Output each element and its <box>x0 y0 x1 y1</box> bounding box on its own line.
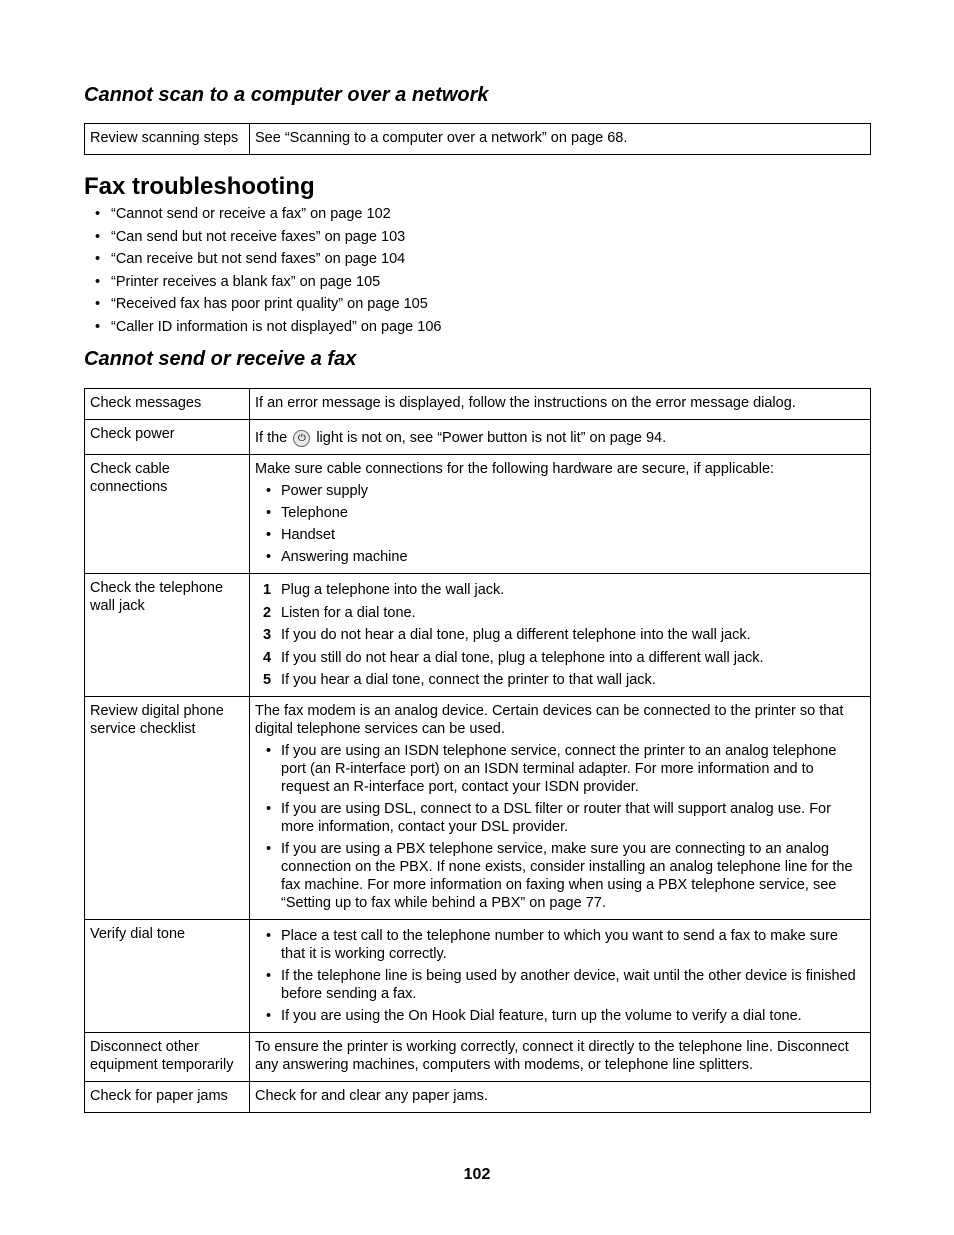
table-row <box>85 124 871 155</box>
step-text: Listen for a dial tone. <box>281 604 416 621</box>
scan-section-heading: Cannot scan to a computer over a network <box>84 84 489 106</box>
row-intro: The fax modem is an analog device. Certain devices can be connected to the printer so that digital telephone services can be used. <box>255 703 844 737</box>
topic-link[interactable]: • “Can send but not receive faxes” on page 103 <box>84 226 441 249</box>
power-button-icon: ⏻ <box>293 430 310 447</box>
list-item: • If you are using a PBX telephone service, make sure you are connecting to an analog connection on the PBX. If none exists, consider installing an analog telephone line for the fax machine. For more information on faxing when using a PBX telephone service, see “Setting up to fax while behind a PBX” on page 77. <box>255 840 865 912</box>
send-receive-heading: Cannot send or receive a fax <box>84 348 357 370</box>
list-item: • If you are using DSL, connect to a DSL filter or router that will support analog use. For more information, contact your DSL provider. <box>255 800 865 836</box>
list-item: • If you are using the On Hook Dial feature, turn up the volume to verify a dial tone. <box>255 1007 865 1025</box>
step-text: Plug a telephone into the wall jack. <box>281 582 505 598</box>
row-content <box>250 574 871 697</box>
power-text-before: If the <box>255 430 288 446</box>
row-intro: Make sure cable connections for the following hardware are secure, if applicable: <box>255 461 775 477</box>
row-label: Check for paper jams <box>85 1082 250 1113</box>
table-row <box>85 574 871 697</box>
step-number: 2 <box>263 604 272 621</box>
step-item <box>255 671 865 689</box>
step-item <box>255 649 865 667</box>
topic-link[interactable]: • “Cannot send or receive a fax” on page 102 <box>84 203 441 226</box>
page-number: 102 <box>463 1166 491 1183</box>
fax-troubleshooting-table <box>84 388 871 1113</box>
step-text: If you do not hear a dial tone, plug a different telephone into the wall jack. <box>281 627 751 643</box>
row-text: Check for and clear any paper jams. <box>250 1082 871 1113</box>
row-content <box>250 920 871 1033</box>
list-item: • Place a test call to the telephone number to which you want to send a fax to make sure that it is working correctly. <box>255 927 865 963</box>
row-label: Review scanning steps <box>85 124 250 155</box>
step-number: 3 <box>263 627 272 643</box>
row-text <box>250 420 871 455</box>
row-label: Check the telephone wall jack <box>85 574 250 697</box>
row-label: Verify dial tone <box>85 920 250 1033</box>
row-content <box>250 455 871 574</box>
step-number: 1 <box>263 582 272 598</box>
topic-link[interactable]: • “Printer receives a blank fax” on page 105 <box>84 271 441 294</box>
list-item: • Power supply <box>255 482 865 500</box>
row-text: To ensure the printer is working correctly, connect it directly to the telephone line. Disconnect any answering machines, computers with modems, or telephone line splitters. <box>250 1033 871 1082</box>
row-content <box>250 697 871 920</box>
step-item <box>255 581 865 599</box>
fax-topic-list <box>84 203 441 338</box>
topic-link[interactable]: • “Can receive but not send faxes” on page 104 <box>84 248 441 271</box>
step-number: 4 <box>263 649 272 666</box>
step-item <box>255 604 865 622</box>
scan-table <box>84 123 871 155</box>
table-row <box>85 1082 871 1113</box>
step-item <box>255 626 865 644</box>
table-row <box>85 455 871 574</box>
list-item: • Telephone <box>255 504 865 522</box>
row-label: Disconnect other equipment temporarily <box>85 1033 250 1082</box>
list-item: • If the telephone line is being used by another device, wait until the other device is finished before sending a fax. <box>255 967 865 1003</box>
topic-link[interactable]: • “Caller ID information is not displayed” on page 106 <box>84 316 441 339</box>
power-text-after: light is not on, see “Power button is not lit” on page 94. <box>316 430 667 446</box>
row-text: See “Scanning to a computer over a network” on page 68. <box>250 124 871 155</box>
list-item: • Handset <box>255 526 865 544</box>
fax-troubleshooting-heading: Fax troubleshooting <box>84 173 315 200</box>
table-row <box>85 920 871 1033</box>
row-text: If an error message is displayed, follow the instructions on the error message dialog. <box>250 389 871 420</box>
table-row <box>85 389 871 420</box>
table-row <box>85 420 871 455</box>
step-text: If you still do not hear a dial tone, plug a telephone into a different wall jack. <box>281 649 764 666</box>
list-item: • Answering machine <box>255 548 865 566</box>
table-row <box>85 1033 871 1082</box>
topic-link[interactable]: • “Received fax has poor print quality” on page 105 <box>84 293 441 316</box>
table-row <box>85 697 871 920</box>
row-label: Check cable connections <box>85 455 250 574</box>
row-label: Review digital phone service checklist <box>85 697 250 920</box>
step-number: 5 <box>263 672 272 688</box>
row-label: Check power <box>85 420 250 455</box>
step-text: If you hear a dial tone, connect the printer to that wall jack. <box>281 672 656 688</box>
list-item: • If you are using an ISDN telephone service, connect the printer to an analog telephone port (an R-interface port) on an ISDN terminal adapter. For more information and to request an R-interface port, contact your ISDN provider. <box>255 742 865 796</box>
row-label: Check messages <box>85 389 250 420</box>
